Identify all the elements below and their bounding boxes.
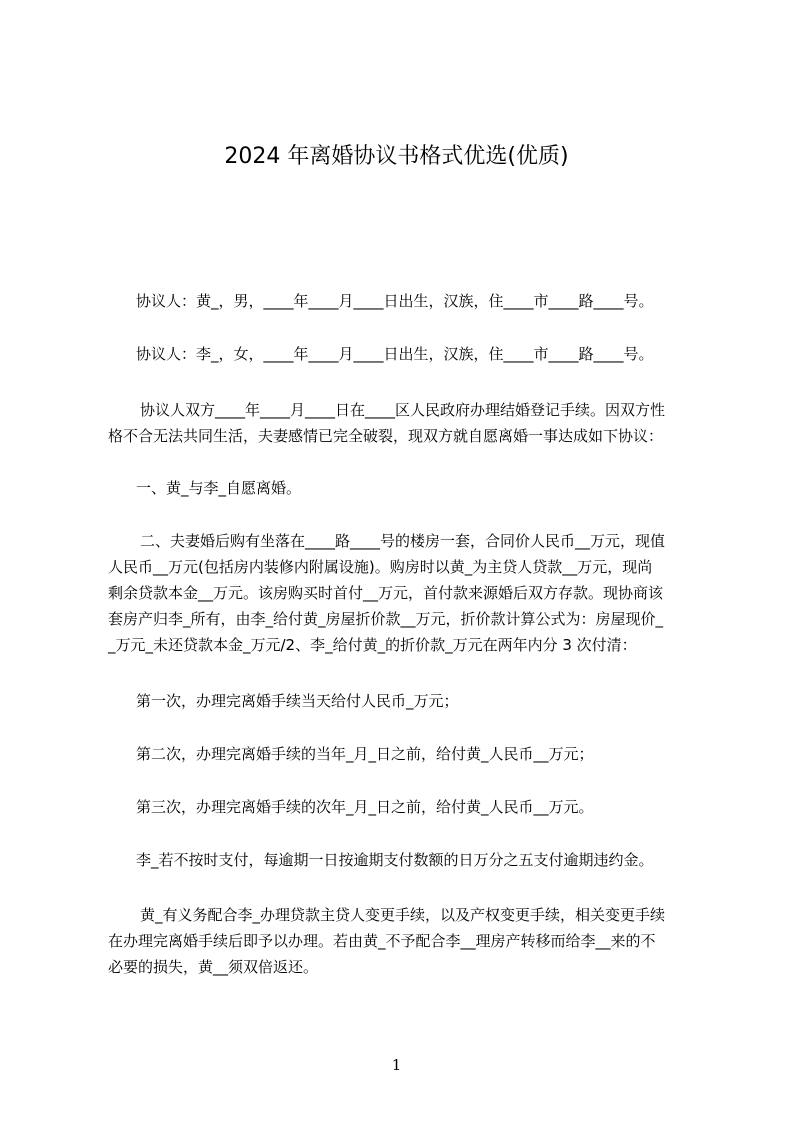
text-line: 黄_有义务配合李_办理贷款主贷人变更手续，以及产权变更手续，相关变更手续 — [140, 906, 666, 924]
paragraph-party-li — [136, 341, 726, 367]
text-line: 二、夫妻婚后购有坐落在____路____号的楼房一套，合同价人民币__万元，现值 — [140, 532, 666, 550]
paragraph-payment-first — [136, 688, 726, 714]
paragraph-marriage-registration — [108, 397, 698, 449]
text-line: 第一次，办理完离婚手续当天给付人民币_万元； — [136, 692, 459, 710]
paragraph-clause-one — [136, 475, 726, 501]
paragraph-payment-third — [136, 794, 726, 820]
paragraph-party-huang — [136, 288, 726, 314]
page-number: 1 — [391, 1056, 402, 1074]
text-line: _万元_未还贷款本金_万元/2、李_给付黄_的折价款_万元在两年内分 3 次付清： — [108, 636, 637, 654]
text-line: 李_若不按时支付，每逾期一日按逾期支付数额的日万分之五支付逾期违约金。 — [136, 851, 654, 869]
text-line: 格不合无法共同生活，夫妻感情已完全破裂，现双方就自愿离婚一事达成如下协议： — [108, 427, 664, 445]
text-line: 一、黄_与李_自愿离婚。 — [136, 479, 302, 497]
text-line: 协议人双方____年____月____日在____区人民政府办理结婚登记手续。因双方性 — [140, 401, 666, 419]
text-line: 协议人：黄_，男，____年____月____日出生，汉族，住____市____路____号。 — [136, 292, 654, 310]
paragraph-clause-two — [108, 528, 698, 658]
paragraph-late-penalty — [136, 847, 726, 873]
paragraph-payment-second — [136, 741, 726, 767]
document-title: 2024 年离婚协议书格式优选(优质) — [224, 144, 569, 169]
text-line: 必要的损失，黄__须双倍返还。 — [108, 958, 319, 976]
text-line: 套房产归李_所有，由李_给付黄_房屋折价款__万元，折价款计算公式为：房屋现价_ — [108, 610, 664, 628]
text-line: 第二次，办理完离婚手续的当年_月_日之前，给付黄_人民币__万元； — [136, 745, 594, 763]
text-line: 剩余贷款本金__万元。该房购买时首付__万元，首付款来源婚后双方存款。现协商该 — [108, 584, 664, 602]
text-line: 协议人：李_，女，____年____月____日出生，汉族，住____市____路____号。 — [136, 345, 654, 363]
text-line: 在办理完离婚手续后即予以办理。若由黄_不予配合李__理房产转移而给李__来的不 — [108, 932, 656, 950]
text-line: 第三次，办理完离婚手续的次年_月_日之前，给付黄_人民币__万元。 — [136, 798, 594, 816]
text-line: 人民币__万元(包括房内装修内附属设施)。购房时以黄_为主贷人贷款__万元，现尚 — [108, 558, 653, 576]
paragraph-cooperation-duty — [108, 902, 698, 980]
